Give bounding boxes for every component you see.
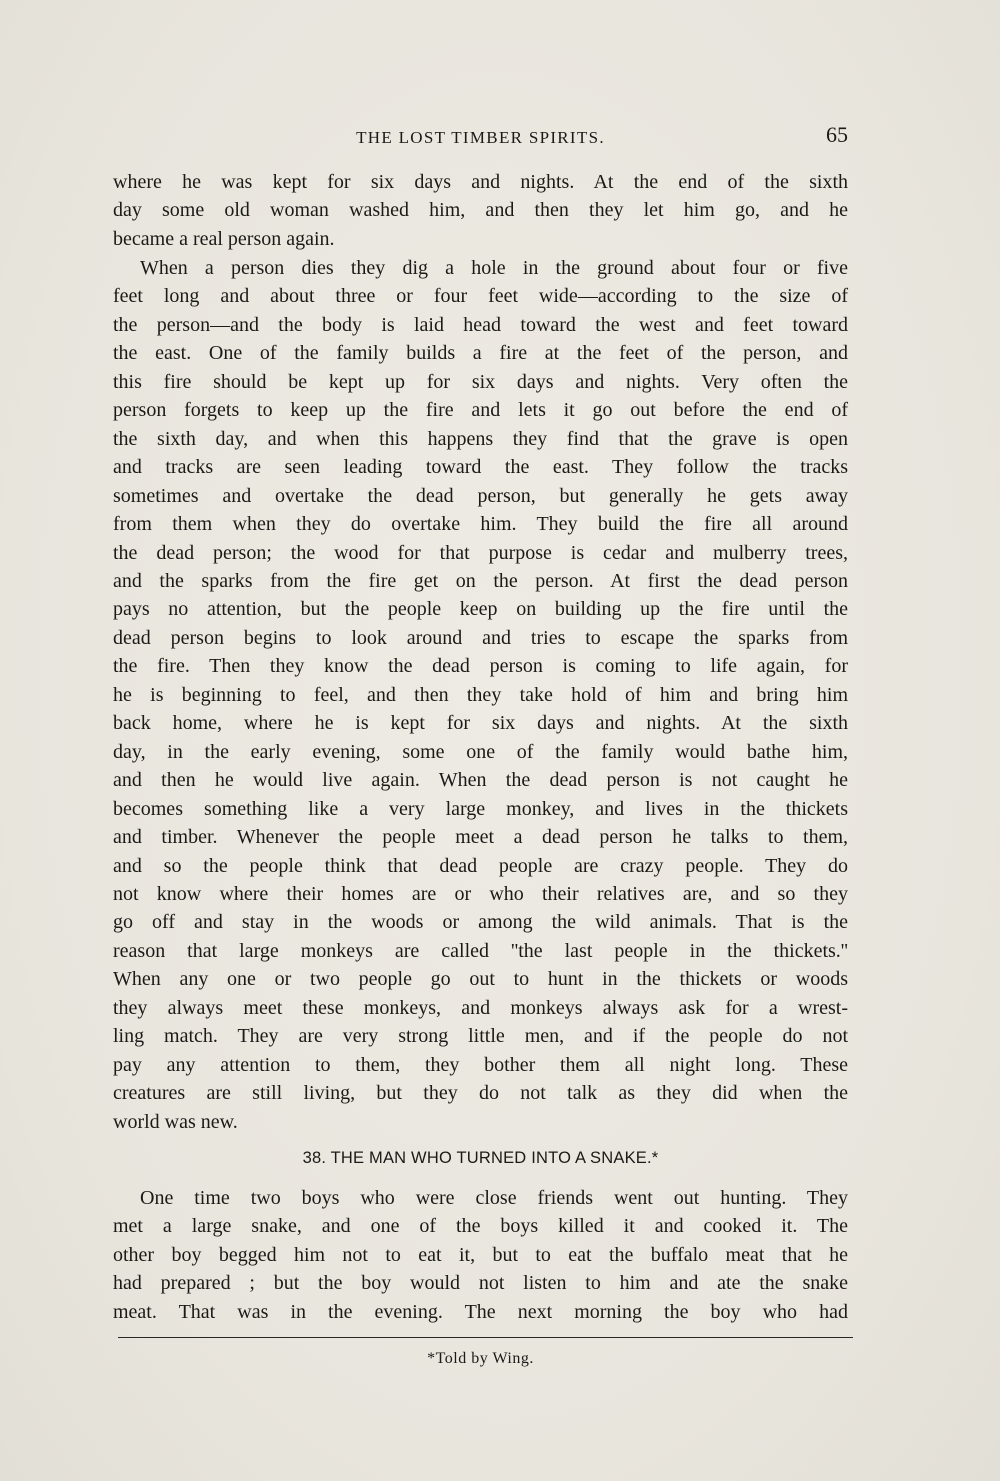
text-line: One time two boys who were close friends went out hunting. They [140,1187,848,1209]
running-title: THE LOST TIMBER SPIRITS. [356,128,605,147]
text-line: pay any attention to them, they bother them all night long. These [113,1053,848,1076]
text-line: dead person begins to look around and tries to escape the sparks from [113,626,848,649]
text-line: When a person dies they dig a hole in the ground about four or five [140,257,848,279]
text-line: world was new. [113,1110,238,1133]
text-line: the person—and the body is laid head toward the west and feet toward [113,313,848,336]
text-line: reason that large monkeys are called ''the last people in the thickets.'' [113,939,848,962]
text-line: When any one or two people go out to hunt in the thickets or woods [113,968,848,991]
paragraph-1 [113,168,848,253]
footnote: *Told by Wing. [427,1350,534,1367]
text-line: sometimes and overtake the dead person, but generally he gets away [113,484,848,507]
text-line: he is beginning to feel, and then they take hold of him and bring him [113,683,848,706]
text-line: the dead person; the wood for that purpose is cedar and mulberry trees, [113,541,848,564]
text-line: and so the people think that dead people are crazy people. They do [113,854,848,877]
text-line: back home, where he is kept for six days and nights. At the sixth [113,712,848,735]
text-line: the east. One of the family builds a fire at the feet of the person, and [113,342,848,365]
text-line: meat. That was in the evening. The next morning the boy who had [113,1300,848,1323]
text-line: becomes something like a very large monkey, and lives in the thickets [113,797,848,820]
text-line: and the sparks from the fire get on the person. At first the dead person [113,569,848,592]
text-line: go off and stay in the woods or among the wild animals. That is the [113,911,848,934]
text-line: the sixth day, and when this happens they find that the grave is open [113,427,848,450]
text-line: the fire. Then they know the dead person is coming to life again, for [113,655,848,678]
text-line: not know where their homes are or who their relatives are, and so they [113,882,848,905]
text-line: pays no attention, but the people keep on building up the fire until the [113,598,848,621]
text-line: ling match. They are very strong little men, and if the people do not [113,1025,848,1048]
text-line: where he was kept for six days and nights. At the end of the sixth [113,171,848,193]
text-line: feet long and about three or four feet wide—according to the size of [113,285,848,308]
running-head [113,122,848,154]
text-line: other boy begged him not to eat it, but to eat the buffalo meat that he [113,1243,848,1266]
text-line: person forgets to keep up the fire and lets it go out before the end of [113,399,848,422]
text-line: had prepared ; but the boy would not listen to him and ate the snake [113,1272,848,1295]
paragraph-3 [113,1184,848,1326]
text-line: they always meet these monkeys, and monkeys always ask for a wrest- [113,996,848,1019]
text-line: this fire should be kept up for six days and nights. Very often the [113,370,848,393]
page-number: 65 [826,122,848,147]
text-line: and tracks are seen leading toward the east. They follow the tracks [113,456,848,479]
text-line: creatures are still living, but they do not talk as they did when the [113,1082,848,1105]
section-heading: 38. THE MAN WHO TURNED INTO A SNAKE.* [302,1149,659,1167]
text-line: and then he would live again. When the dead person is not caught he [113,769,848,792]
text-line: day, in the early evening, some one of the family would bathe him, [113,740,848,763]
text-line: from them when they do overtake him. They build the fire all around [113,513,848,536]
footnote-rule [118,1337,853,1338]
paragraph-2 [113,254,848,1136]
text-line: met a large snake, and one of the boys killed it and cooked it. The [113,1215,848,1238]
text-line: day some old woman washed him, and then they let him go, and he [113,199,848,222]
text-line: and timber. Whenever the people meet a dead person he talks to them, [113,826,848,849]
text-line: became a real person again. [113,227,335,250]
